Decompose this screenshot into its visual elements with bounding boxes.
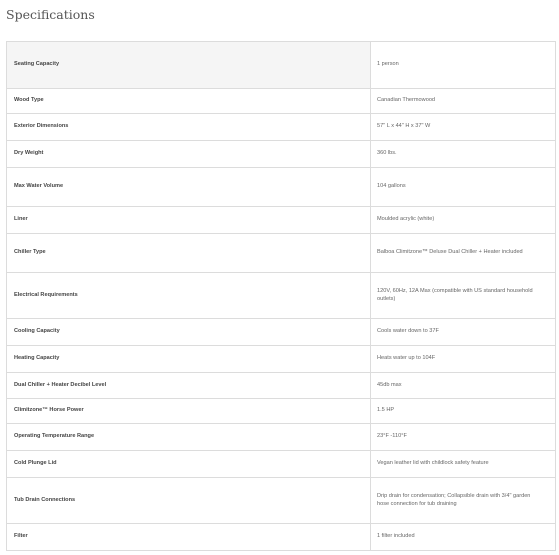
table-row [7, 346, 556, 373]
table-row [7, 478, 556, 524]
table-row [7, 89, 556, 114]
spec-label: Tub Drain Connections [7, 478, 371, 524]
spec-label: Cold Plunge Lid [7, 451, 371, 478]
spec-label: Max Water Volume [7, 168, 371, 207]
table-row [7, 273, 556, 319]
table-row [7, 234, 556, 273]
spec-value: 104 gallons [371, 168, 556, 207]
spec-value: Balboa Climitzone™ Deluxe Dual Chiller + Heater included [371, 234, 556, 273]
table-row [7, 399, 556, 424]
spec-value: Cools water down to 37F [371, 319, 556, 346]
spec-label: Exterior Dimensions [7, 114, 371, 141]
table-row [7, 319, 556, 346]
table-row [7, 42, 556, 89]
spec-value: Drip drain for condensation; Collapsible drain with 3/4" garden hose connection for tub draining [371, 478, 556, 524]
spec-value: 1 filter included [371, 524, 556, 551]
spec-label: Wood Type [7, 89, 371, 114]
table-row [7, 451, 556, 478]
spec-value: 120V, 60Hz, 12A Max (compatible with US standard household outlets) [371, 273, 556, 319]
spec-value: Canadian Thermowood [371, 89, 556, 114]
spec-value: 57" L x 44" H x 37" W [371, 114, 556, 141]
specifications-table [6, 41, 556, 551]
spec-label: Electrical Requirements [7, 273, 371, 319]
spec-value: 1 person [371, 42, 556, 89]
table-row [7, 141, 556, 168]
spec-value: 45db max [371, 373, 556, 399]
spec-value: 360 lbs. [371, 141, 556, 168]
table-row [7, 373, 556, 399]
table-row [7, 114, 556, 141]
table-row [7, 424, 556, 451]
spec-value: Vegan leather lid with childlock safety feature [371, 451, 556, 478]
spec-label: Liner [7, 207, 371, 234]
spec-label: Seating Capacity [7, 42, 371, 89]
spec-label: Chiller Type [7, 234, 371, 273]
spec-label: Operating Temperature Range [7, 424, 371, 451]
spec-label: Heating Capacity [7, 346, 371, 373]
spec-label: Dual Chiller + Heater Decibel Level [7, 373, 371, 399]
spec-label: Filter [7, 524, 371, 551]
table-row [7, 524, 556, 551]
spec-value: 23°F -110°F [371, 424, 556, 451]
spec-value: Moulded acrylic (white) [371, 207, 556, 234]
table-row [7, 207, 556, 234]
spec-value: 1.5 HP [371, 399, 556, 424]
spec-label: Climitzone™ Horse Power [7, 399, 371, 424]
spec-value: Heats water up to 104F [371, 346, 556, 373]
spec-label: Cooling Capacity [7, 319, 371, 346]
page-title: Specifications [6, 7, 95, 22]
table-row [7, 168, 556, 207]
spec-label: Dry Weight [7, 141, 371, 168]
